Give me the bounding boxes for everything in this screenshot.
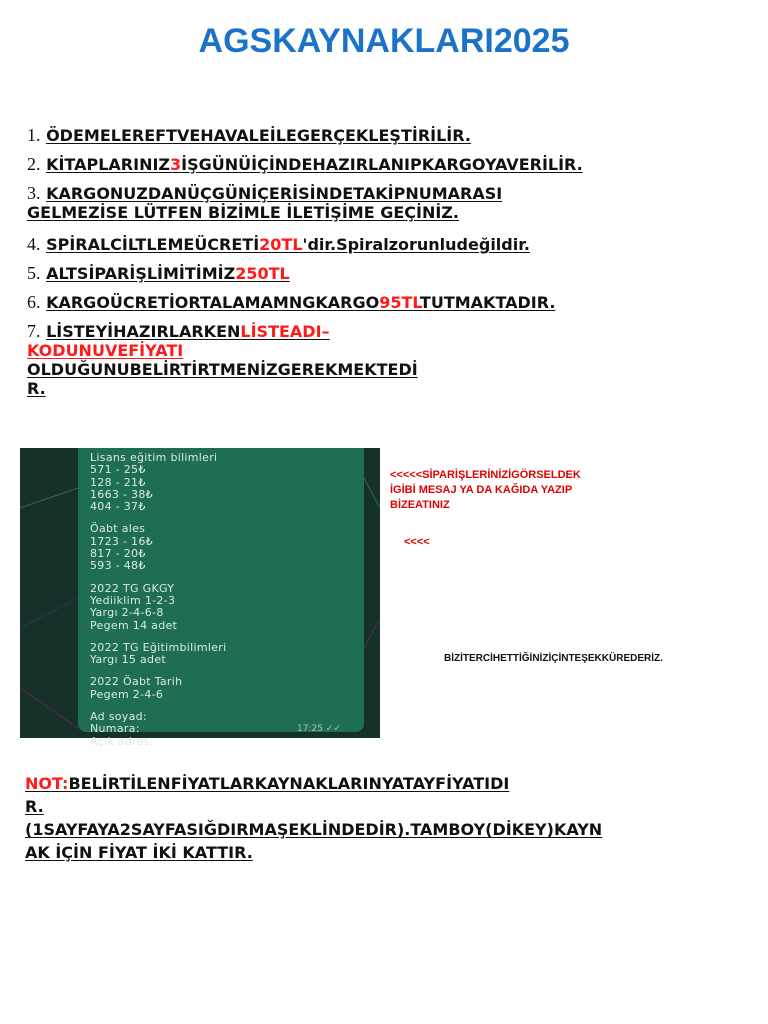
chat-line: 2022 TG GKGY (90, 581, 175, 595)
item-text: LİSTEYİHAZIRLARKEN (46, 322, 241, 341)
note-text: AK İÇİN FİYAT İKİ KATTIR. (25, 843, 253, 862)
item-number: 7. (27, 321, 41, 341)
item-text: SPİRALCİLTLEMEÜCRETİ (46, 235, 260, 254)
chat-line: Öabt ales (90, 522, 146, 536)
chat-line: 2022 Öabt Tarih (90, 675, 183, 689)
order-instruction-note (390, 468, 581, 513)
item-number: 6. (27, 292, 41, 312)
list-item (27, 293, 555, 312)
note-text: (1SAYFAYA2SAYFASIĞDIRMAŞEKLİNDEDİR).TAMBOY(DİKEY)KAYN (25, 820, 603, 839)
list-item (27, 155, 583, 174)
item-text: ALTSİPARİŞLİMİTİMİZ (46, 264, 236, 283)
chat-line: 2022 TG Eğitimbilimleri (90, 640, 227, 654)
chat-line: 404 - 37₺ (90, 500, 146, 514)
item-highlight: 95TL (379, 293, 420, 312)
chat-line: Yargı 2-4-6-8 (90, 606, 164, 620)
page-title: AGSKAYNAKLARI2025 (198, 22, 570, 60)
item-text: KARGOÜCRETİORTALAMAMNGKARGO (46, 293, 380, 312)
item-highlight: 20TL (259, 235, 303, 254)
note-line: BİZEATINIZ (390, 499, 450, 511)
item-number: 2. (27, 154, 41, 174)
item-number: 5. (27, 263, 41, 283)
chat-line: Numara: (90, 722, 140, 736)
note-line: İGİBİ MESAJ YA DA KAĞIDA YAZIP (390, 484, 573, 496)
item-highlight: LİSTEADI– (240, 322, 330, 341)
note-label: NOT: (25, 774, 69, 793)
chat-line: Lisans eğitim bilimleri (90, 451, 218, 464)
chat-line: Ad soyad: (90, 710, 147, 724)
item-text: OLDUĞUNUBELİRTİRTMENİZGEREKMEKTEDİ (27, 360, 418, 379)
note-text: R. (25, 797, 44, 816)
chat-line: 1723 - 16₺ (90, 534, 153, 548)
item-text: 'dir.Spiralzorunludeğildir. (302, 235, 530, 254)
list-item (27, 235, 530, 254)
note-line: <<<<<SİPARİŞLERİNİZİGÖRSELDEK (390, 469, 581, 481)
list-item (27, 322, 418, 398)
item-highlight: 3 (170, 155, 182, 174)
note-text: BELİRTİLENFİYATLARKAYNAKLARINYATAYFİYATIDI (68, 774, 510, 793)
item-text: ÖDEMELEREFTVEHAVALEİLEGERÇEKLEŞTİRİLİR. (46, 126, 471, 145)
chat-line: 571 - 25₺ (90, 463, 146, 477)
item-text: GELMEZİSE LÜTFEN BİZİMLE İLETİŞİME GEÇİNİZ. (27, 203, 459, 222)
chat-line: Pegem 14 adet (90, 618, 178, 632)
message-timestamp: 17:25 ✓✓ (297, 724, 341, 734)
item-highlight: 250TL (235, 264, 290, 283)
item-text: R. (27, 379, 46, 398)
item-text: TUTMAKTADIR. (419, 293, 556, 312)
chat-line: Yargı 15 adet (90, 653, 167, 667)
chat-line: 1663 - 38₺ (90, 487, 153, 501)
list-item (27, 264, 290, 283)
list-item (27, 184, 502, 222)
item-number: 1. (27, 125, 41, 145)
chat-line: 593 - 48₺ (90, 559, 146, 573)
arrow-pointer: <<<< (404, 536, 430, 548)
chat-line: Açık adres: (90, 734, 154, 748)
item-text: İŞGÜNÜİÇİNDEHAZIRLANIPKARGOYAVERİLİR. (181, 155, 583, 174)
order-message-screenshot (20, 448, 380, 748)
chat-line: Yediiklim 1-2-3 (90, 593, 176, 607)
price-note (25, 772, 745, 864)
item-text: KİTAPLARINIZ (46, 155, 171, 174)
chat-line: 128 - 21₺ (90, 475, 146, 489)
item-number: 4. (27, 234, 41, 254)
chat-line: 817 - 20₺ (90, 547, 146, 561)
chat-message-text (90, 452, 226, 748)
list-item (27, 126, 471, 145)
item-text: KARGONUZDANÜÇGÜNİÇERİSİNDETAKİPNUMARASI (46, 184, 503, 203)
thank-you-text: BİZİTERCİHETTİĞİNİZİÇİNTEŞEKKÜREDERİZ. (444, 653, 663, 664)
chat-line: Pegem 2-4-6 (90, 687, 164, 701)
item-number: 3. (27, 183, 41, 203)
item-highlight: KODUNUVEFİYATI (27, 341, 184, 360)
